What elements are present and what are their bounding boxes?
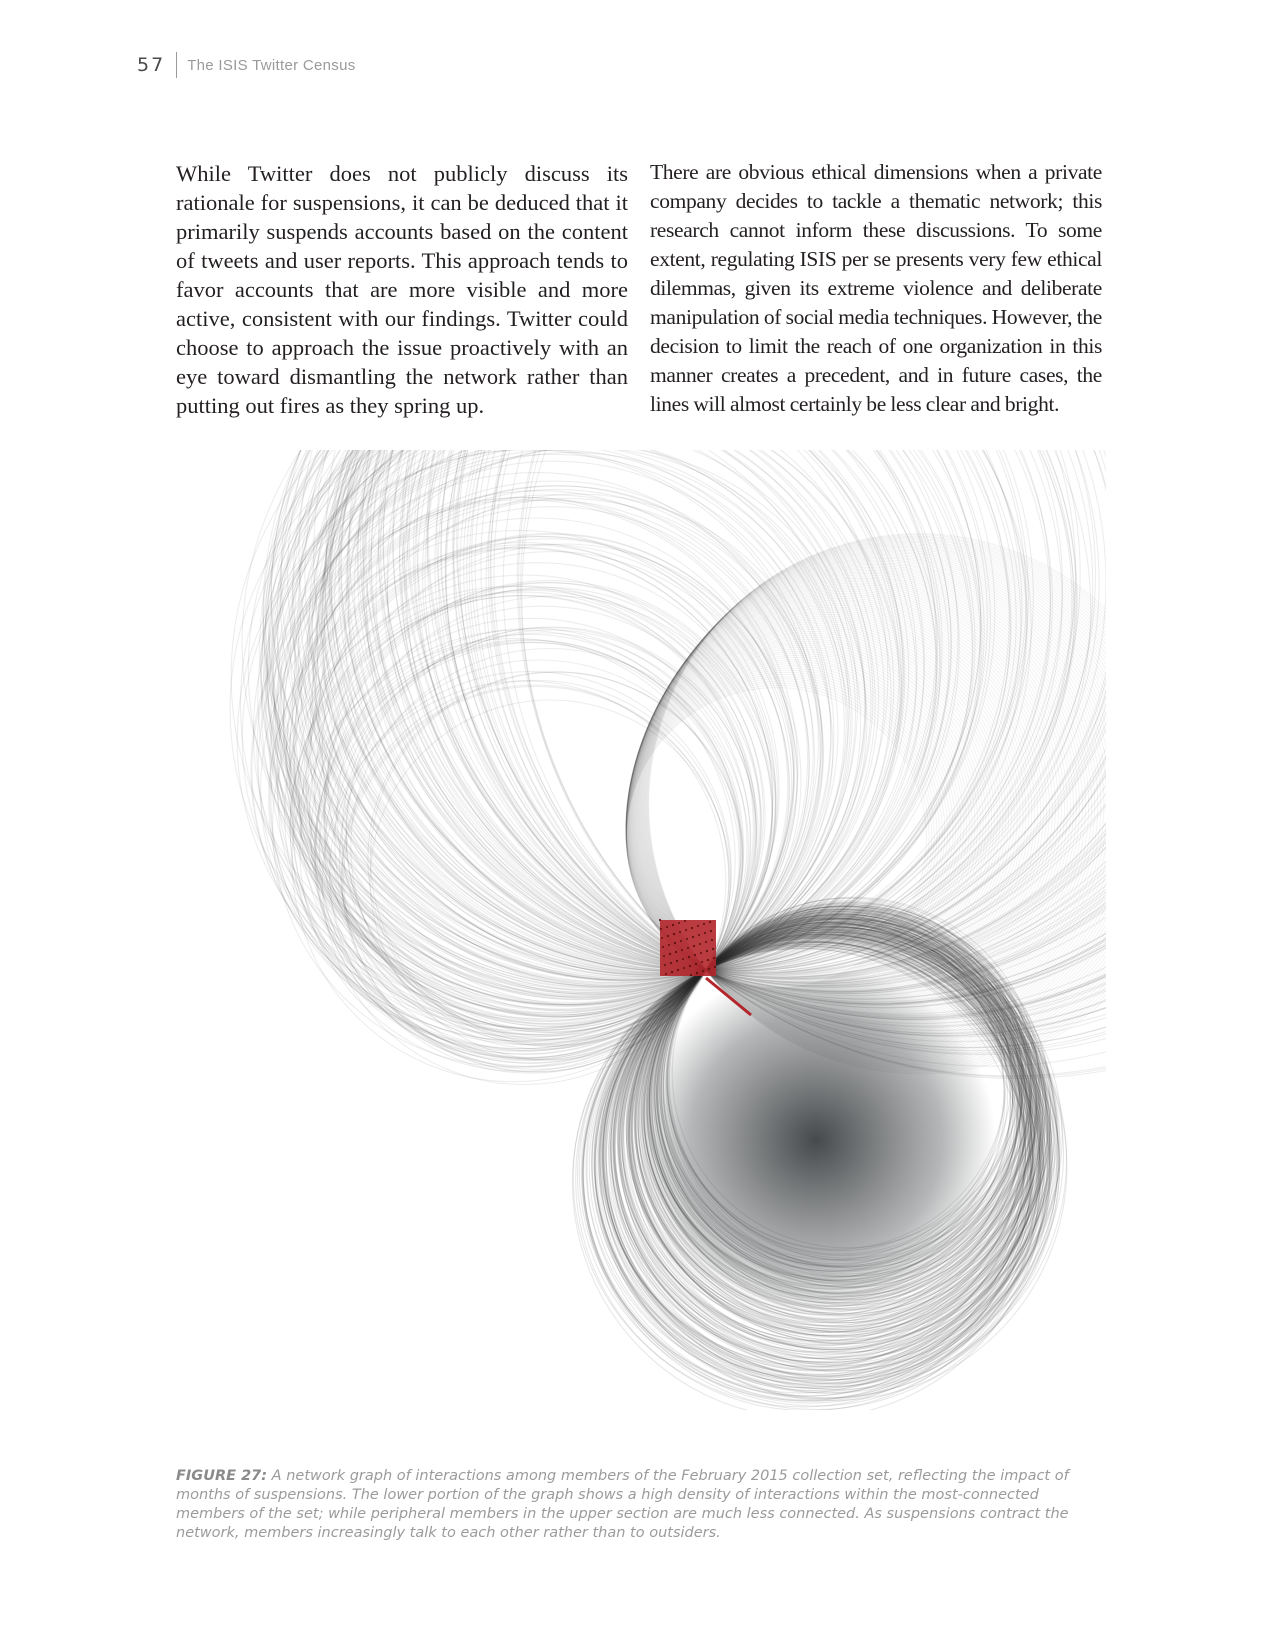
header-divider [176, 52, 177, 78]
page-number: 57 [137, 54, 166, 76]
figure-caption-text: A network graph of interactions among members of the February 2015 collection set, reflecting the impact of months of suspensions. The lower portion of the graph shows a high density of interactions within the most-connected members of the set; while peripheral members in the upper section are much less connected. As suspensions contract the network, members increasingly talk to each other rather than to outsiders. [176, 1467, 1069, 1541]
running-title: The ISIS Twitter Census [187, 56, 356, 74]
figure-caption-label: FIGURE 27: [176, 1467, 268, 1484]
running-header [137, 50, 356, 80]
network-graph-figure [176, 450, 1106, 1410]
body-column-left: While Twitter does not publicly discuss its rationale for suspensions, it can be deduced that it primarily suspends accounts based on the content of tweets and user reports. This approach tends to favor accounts that are more visible and more active, consistent with our findings. Twitter could choose to approach the issue proactively with an eye toward dismantling the network rather than putting out fires as they spring up. [176, 160, 628, 418]
network-graph-image [176, 450, 1106, 1410]
figure-caption [176, 1467, 1086, 1543]
body-column-right: There are obvious ethical dimensions when a private company decides to tackle a thematic network; this research cannot inform these discussions. To some extent, regulating ISIS per se presents very few ethical dilemmas, given its extreme violence and deliberate manipulation of social media techniques. However, the decision to limit the reach of one organization in this manner creates a precedent, and in future cases, the lines will almost certainly be less clear and bright. [650, 159, 1102, 416]
